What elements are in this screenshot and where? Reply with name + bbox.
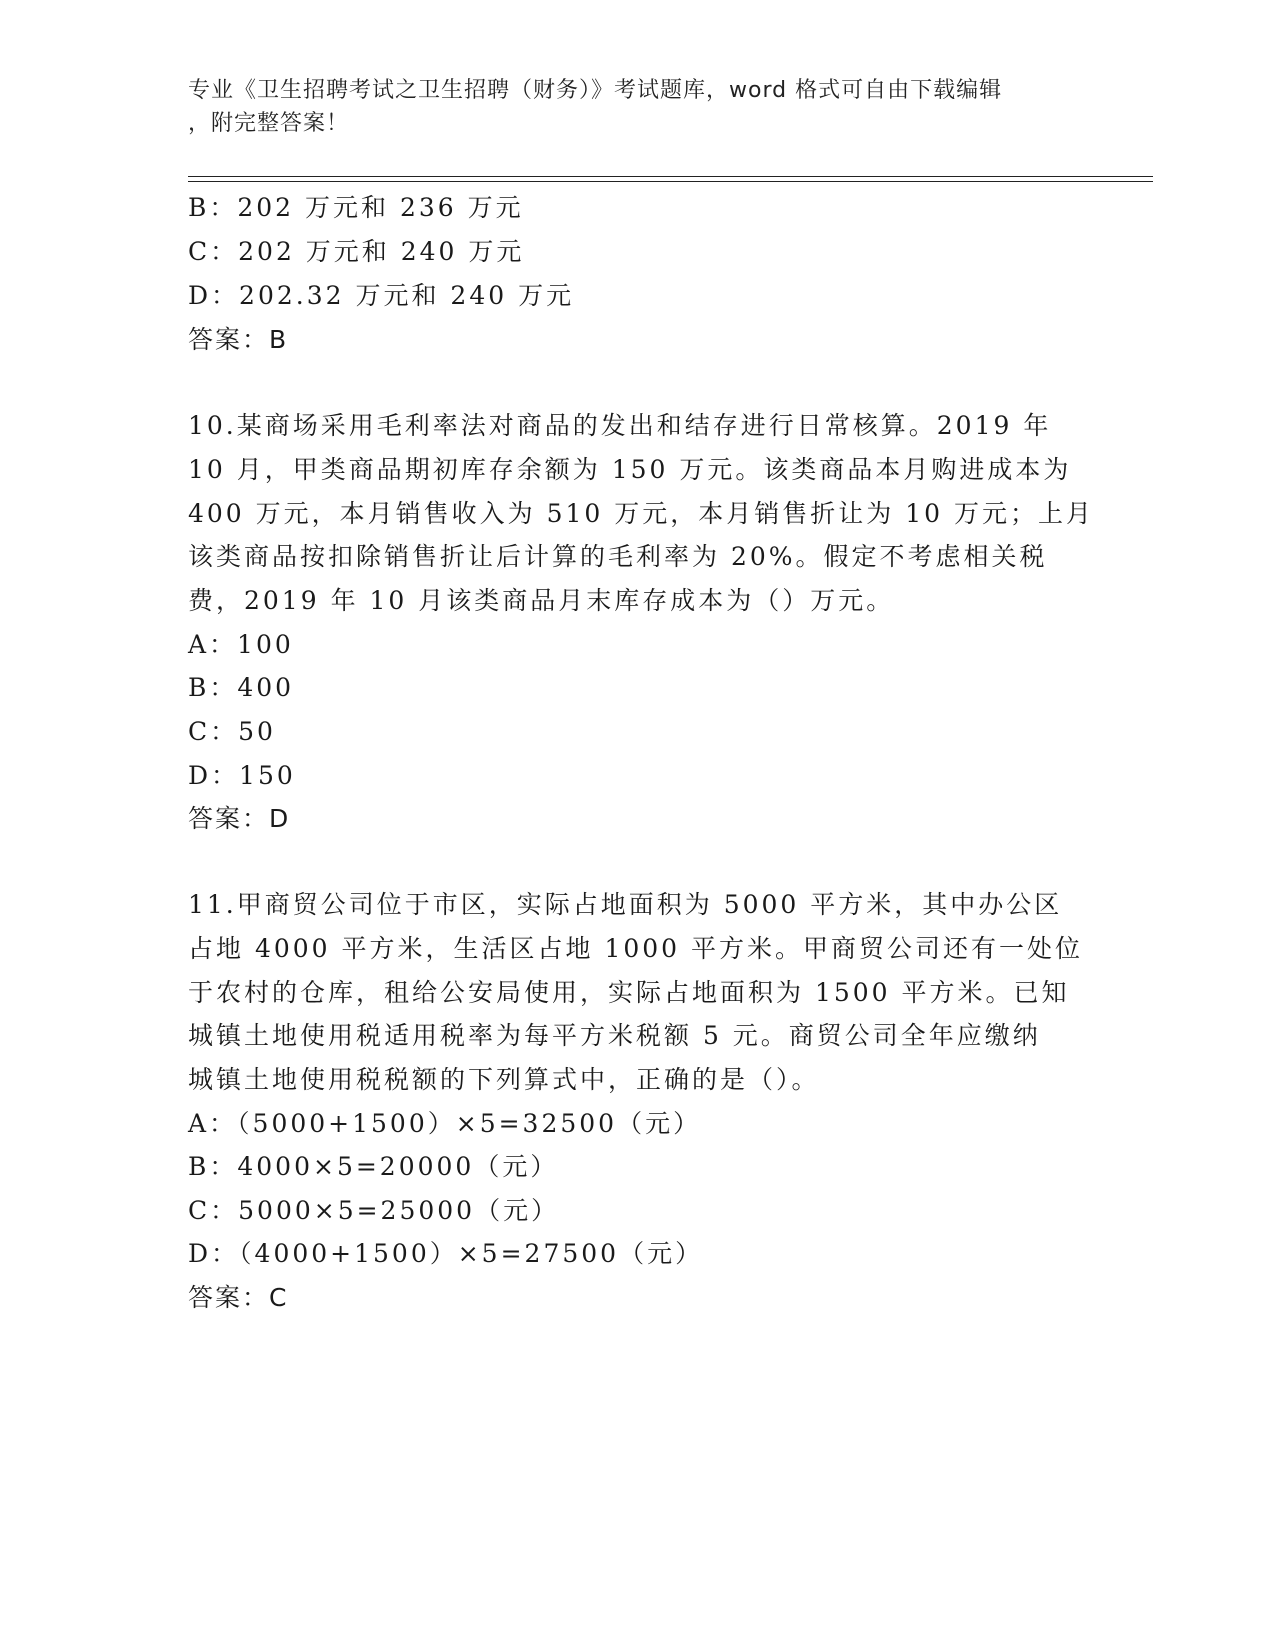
q11-option-d: D：（4000+1500）×5=27500（元） bbox=[188, 1239, 704, 1268]
header-divider-top bbox=[188, 176, 1153, 177]
q11-option-c: C：5000×5=25000（元） bbox=[188, 1196, 560, 1225]
q10-option-d: D：150 bbox=[188, 761, 296, 790]
q10-option-c: C：50 bbox=[188, 717, 276, 746]
header-divider-bottom bbox=[188, 181, 1153, 182]
q11-stem-line-4: 城镇土地使用税适用税率为每平方米税额 5 元。商贸公司全年应缴纳 bbox=[188, 1021, 1041, 1050]
q10-answer: 答案：D bbox=[188, 804, 291, 833]
header-line-1: 专业《卫生招聘考试之卫生招聘（财务）》考试题库，word 格式可自由下载编辑 bbox=[188, 78, 1003, 103]
q10-stem-line-5: 费，2019 年 10 月该类商品月末库存成本为（）万元。 bbox=[188, 586, 895, 615]
q11-stem-line-1: 11.甲商贸公司位于市区，实际占地面积为 5000 平方米，其中办公区 bbox=[188, 890, 1063, 919]
q10-stem-line-4: 该类商品按扣除销售折让后计算的毛利率为 20%。假定不考虑相关税 bbox=[188, 542, 1048, 571]
q9-option-d: D：202.32 万元和 240 万元 bbox=[188, 281, 575, 310]
q11-option-a: A：（5000+1500）×5=32500（元） bbox=[188, 1109, 702, 1138]
q9-answer: 答案：B bbox=[188, 325, 289, 354]
q9-option-b: B：202 万元和 236 万元 bbox=[188, 193, 524, 222]
q11-stem-line-5: 城镇土地使用税税额的下列算式中，正确的是（）。 bbox=[188, 1065, 820, 1094]
q11-answer: 答案：C bbox=[188, 1283, 289, 1312]
q11-stem-line-3: 于农村的仓库，租给公安局使用，实际占地面积为 1500 平方米。已知 bbox=[188, 978, 1070, 1007]
document-header bbox=[188, 74, 1068, 140]
q11-stem-line-2: 占地 4000 平方米，生活区占地 1000 平方米。甲商贸公司还有一处位 bbox=[188, 934, 1084, 963]
q10-stem-line-2: 10 月，甲类商品期初库存余额为 150 万元。该类商品本月购进成本为 bbox=[188, 455, 1072, 484]
header-line-2: ，附完整答案！ bbox=[188, 111, 350, 136]
q10-stem-line-1: 10.某商场采用毛利率法对商品的发出和结存进行日常核算。2019 年 bbox=[188, 411, 1052, 440]
q10-option-b: B：400 bbox=[188, 673, 295, 702]
q10-option-a: A：100 bbox=[188, 630, 294, 659]
q9-option-c: C：202 万元和 240 万元 bbox=[188, 237, 525, 266]
q11-option-b: B：4000×5=20000（元） bbox=[188, 1152, 559, 1181]
q10-stem-line-3: 400 万元，本月销售收入为 510 万元，本月销售折让为 10 万元；上月 bbox=[188, 499, 1094, 528]
